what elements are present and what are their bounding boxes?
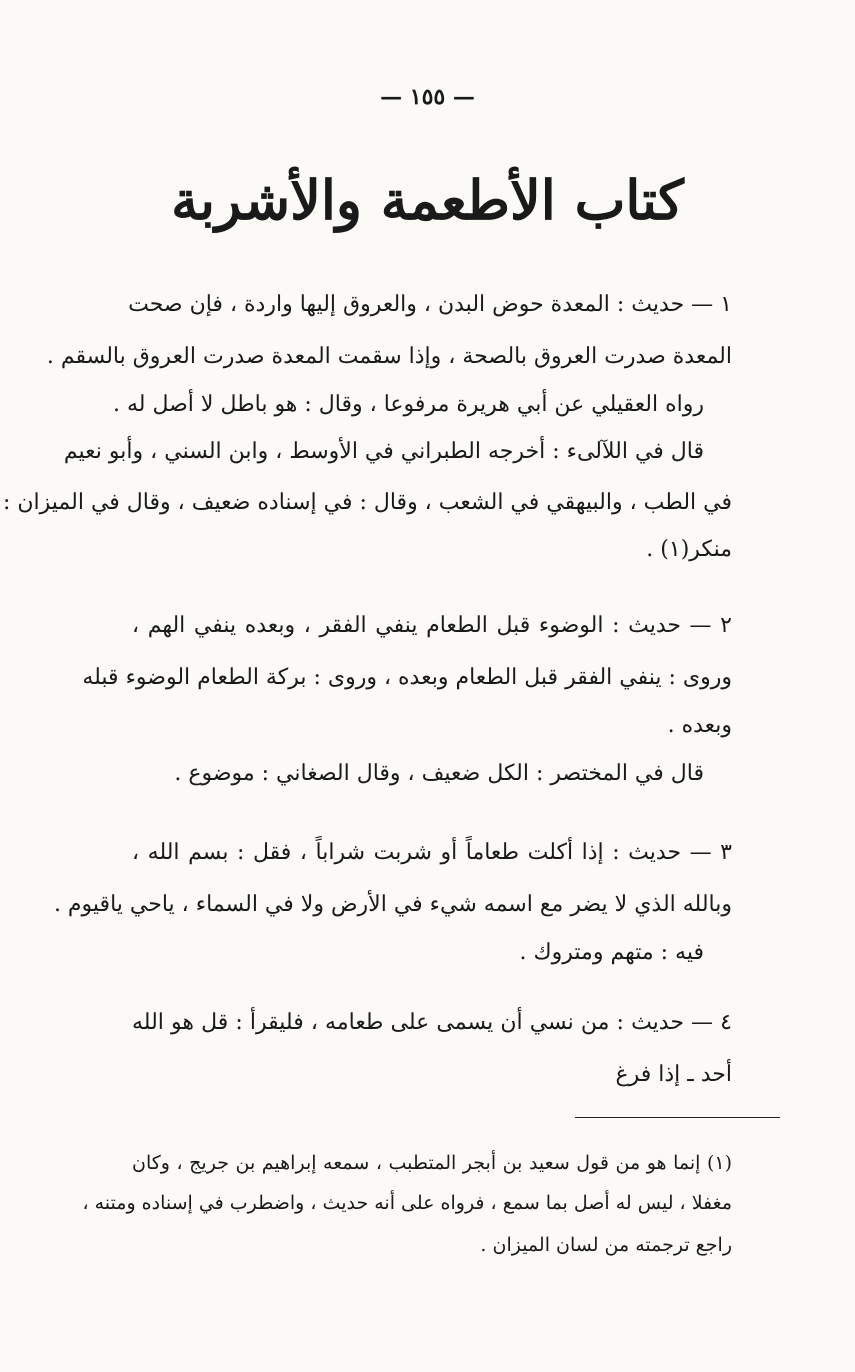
hadith-2 xyxy=(82,605,732,805)
hadith-3-note-1: فيه : متهم ومتروك . xyxy=(519,940,704,965)
hadith-1-note-2-line-3: منكر(١) . xyxy=(646,537,732,562)
hadith-2-line-1: ٢ — حديث : الوضوء قبل الطعام ينفي الفقر ، وبعده ينفي الهم ، xyxy=(132,613,732,638)
hadith-3 xyxy=(53,832,732,982)
hadith-2-note-1: قال في المختصر : الكل ضعيف ، وقال الصغاني : موضوع . xyxy=(174,761,704,786)
hadith-1 xyxy=(2,282,732,582)
footnote-line-1: (١) إنما هو من قول سعيد بن أبجر المتطبب ، سمعه إبراهيم بن جريج ، وكان xyxy=(132,1152,732,1174)
footnote-line-2: مغفلا ، ليس له أصل بما سمع ، فرواه على أنه حديث ، واضطرب في إسناده ومتنه ، xyxy=(82,1192,732,1214)
footnote xyxy=(82,1148,732,1278)
hadith-3-line-1: ٣ — حديث : إذا أكلت طعاماً أو شربت شراباً ، فقل : بسم الله ، xyxy=(132,840,732,865)
hadith-2-line-2: وروى : ينفي الفقر قبل الطعام وبعده ، وروى : بركة الطعام الوضوء قبله xyxy=(82,665,732,690)
hadith-1-note-2-line-2: في الطب ، والبيهقي في الشعب ، وقال : في إسناده ضعيف ، وقال في الميزان : xyxy=(2,490,732,515)
hadith-4-line-2: أحد ـ إذا فرغ xyxy=(615,1062,732,1087)
hadith-1-note-2-line-1: قال في اللآلىء : أخرجه الطبراني في الأوسط ، وابن السني ، وأبو نعيم xyxy=(63,439,704,464)
footnote-separator xyxy=(575,1117,780,1118)
hadith-2-line-3: وبعده . xyxy=(667,713,732,738)
hadith-1-line-1: ١ — حديث : المعدة حوض البدن ، والعروق إليها واردة ، فإن صحت xyxy=(128,292,732,317)
hadith-1-line-2: المعدة صدرت العروق بالصحة ، وإذا سقمت المعدة صدرت العروق بالسقم . xyxy=(46,344,732,369)
hadith-1-note-1: رواه العقيلي عن أبي هريرة مرفوعا ، وقال : هو باطل لا أصل له . xyxy=(112,392,704,417)
hadith-4 xyxy=(132,1002,732,1102)
hadith-3-line-2: وبالله الذي لا يضر مع اسمه شيء في الأرض ولا في السماء ، ياحي ياقيوم . xyxy=(53,892,732,917)
footnote-line-3: راجع ترجمته من لسان الميزان . xyxy=(480,1234,732,1256)
page-number: — ١٥٥ — xyxy=(380,84,475,110)
hadith-4-line-1: ٤ — حديث : من نسي أن يسمى على طعامه ، فليقرأ : قل هو الله xyxy=(132,1010,732,1035)
chapter-title: كتاب الأطعمة والأشربة xyxy=(171,168,684,232)
